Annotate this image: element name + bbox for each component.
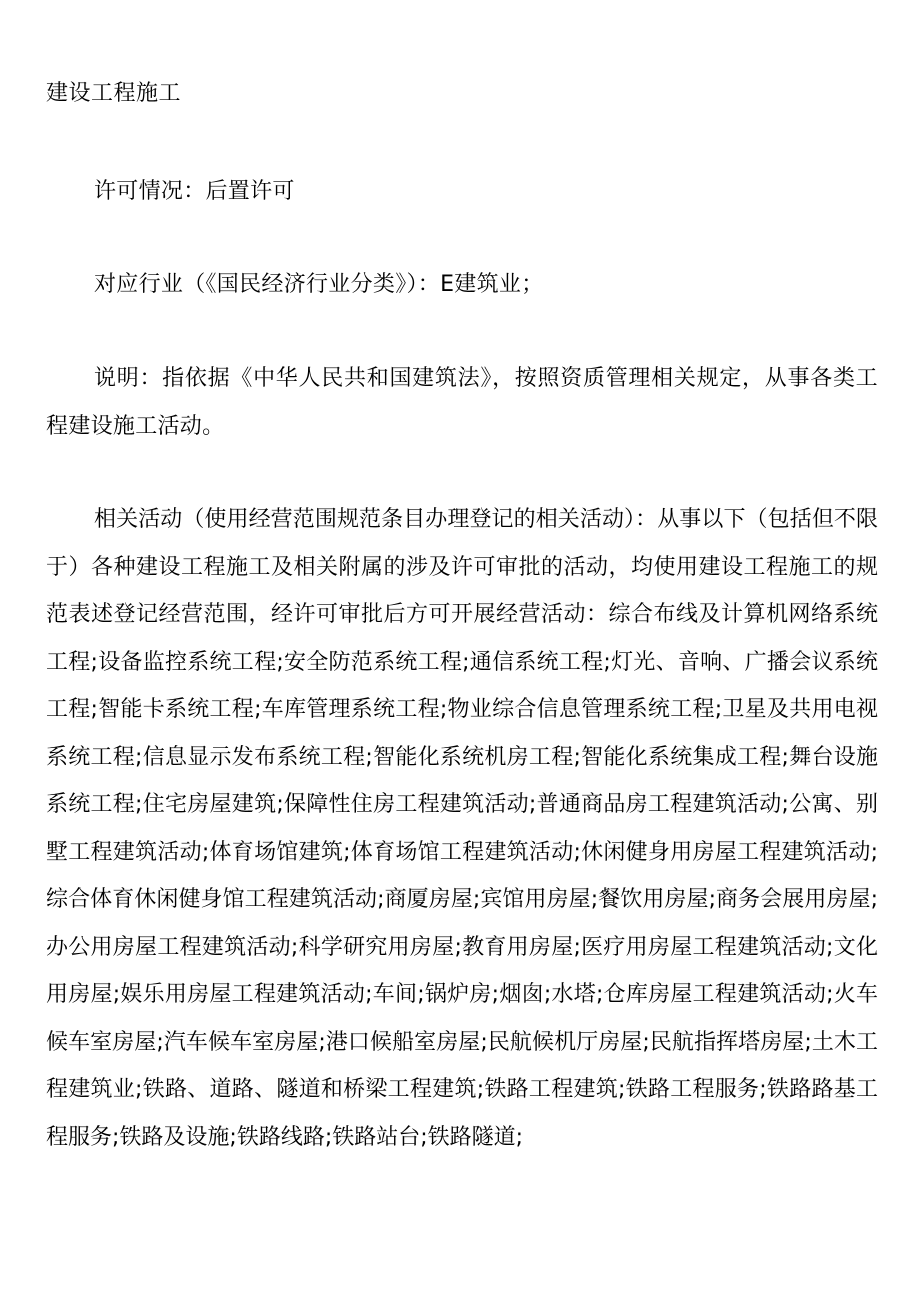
activities-paragraph: 相关活动（使用经营范围规范条目办理登记的相关活动）：从事以下（包括但不限于）各种建设工程施工及相关附属的涉及许可审批的活动，均使用建设工程施工的规范表述登记经营范围，经许可审批后方可开展经营活动：综合布线及计算机网络系统工程;设备监控系统工程;安全防范系统工程;通信系统工程;灯光、音响、广播会议系统工程;智能卡系统工程;车库管理系统工程;物业综合信息管理系统工程;卫星及共用电视系统工程;信息显示发布系统工程;智能化系统机房工程;智能化系统集成工程;舞台设施系统工程;住宅房屋建筑;保障性住房工程建筑活动;普通商品房工程建筑活动;公寓、别墅工程建筑活动;体育场馆建筑;体育场馆工程建筑活动;休闲健身用房屋工程建筑活动;综合体育休闲健身馆工程建筑活动;商厦房屋;宾馆用房屋;餐饮用房屋;商务会展用房屋;办公用房屋工程建筑活动;科学研究用房屋;教育用房屋;医疗用房屋工程建筑活动;文化用房屋;娱乐用房屋工程建筑活动;车间;锅炉房;烟囱;水塔;仓库房屋工程建筑活动;火车候车室房屋;汽车候车室房屋;港口候船室房屋;民航候机厅房屋;民航指挥塔房屋;土木工程建筑业;铁路、道路、隧道和桥梁工程建筑;铁路工程建筑;铁路工程服务;铁路路基工程服务;铁路及设施;铁路线路;铁路站台;铁路隧道; xyxy=(46,507,878,1150)
industry-paragraph: 对应行业（《国民经济行业分类》）：E建筑业； xyxy=(94,272,544,297)
license-paragraph: 许可情况：后置许可 xyxy=(94,179,295,204)
section-title: 建设工程施工 xyxy=(46,81,182,106)
description-paragraph: 说明：指依据《中华人民共和国建筑法》，按照资质管理相关规定，从事各类工程建设施工活动。 xyxy=(46,366,878,439)
